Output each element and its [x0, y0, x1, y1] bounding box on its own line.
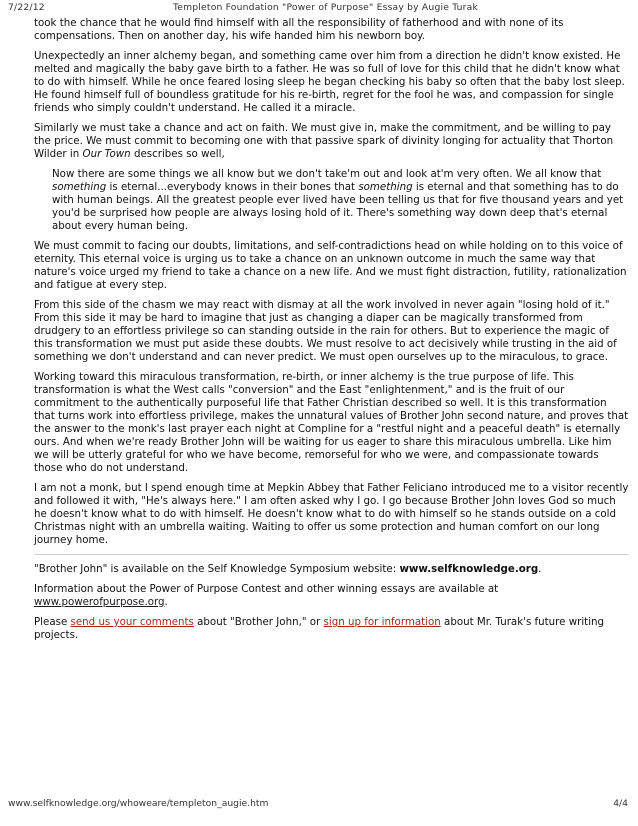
note-1-end: .	[538, 563, 542, 575]
quote-part-1: Now there are some things we all know but we don't take'm out and look at'm very often. We all know that	[52, 168, 602, 180]
quote-italic-1: something	[52, 181, 107, 193]
paragraph-3-text: Similarly we must take a chance and act on faith. We must give in, make the commitment, and be willing to pay the price. We must commit to becoming one with that passive spark of divinity longing for actuality that Thorton Wilder in	[34, 122, 614, 160]
note-2-text: Information about the Power of Purpose Contest and other winning essays are available at	[34, 583, 499, 595]
our-town-quote	[52, 168, 629, 233]
header-date: 7/22/12	[8, 2, 45, 13]
note-powerofpurpose	[34, 583, 629, 609]
page-number: 4/4	[613, 798, 628, 809]
paragraph-2: Unexpectedly an inner alchemy began, and something came over him from a direction he didn't know existed. He melted and magically the baby gave birth to a father. He was so full of love for this child that he didn't know what to do with himself. While he once feared losing sleep he began checking his baby so often that the baby lost sleep. He found himself full of boundless gratitude for his re-birth, regret for the fool he was, and compassion for single friends who simply couldn't understand. He called it a miracle.	[34, 50, 625, 114]
note-3-c: about Mr. Turak's future writing projects.	[34, 616, 605, 641]
our-town-title: Our Town	[82, 148, 131, 160]
note-feedback	[34, 616, 629, 642]
paragraph-3	[34, 122, 629, 161]
paragraph-6: Working toward this miraculous transformation, re-birth, or inner alchemy is the true purpose of life. This transformation is what the West calls "conversion" and the East "enlightenment," and is the fruit of our commitment to the authentically purposeful life that Father Christian described so well. It is this transformation that turns work into effortless privilege, makes the unnatural values of Brother John second nature, and proves that the answer to the monk's last prayer each night at Compline for a "restful night and a peaceful death" is eternally ours. And when we're ready Brother John will be waiting for us eager to share this miraculous umbrella. Like him we will be utterly grateful for who we have become, remorseful for who we were, and compassionate towards those who do not understand.	[34, 371, 629, 474]
powerofpurpose-link[interactable]: www.powerofpurpose.org	[34, 596, 165, 608]
note-1-text: "Brother John" is available on the Self Knowledge Symposium website:	[34, 563, 400, 575]
page-header	[8, 2, 630, 16]
note-3-b: about "Brother John," or	[193, 616, 324, 628]
note-3-a: Please	[34, 616, 71, 628]
essay-content	[34, 17, 629, 649]
quote-part-2: is eternal...everybody knows in their bones that	[106, 181, 359, 193]
footer-url: www.selfknowledge.org/whoweare/templeton_augie.htm	[8, 798, 269, 809]
selfknowledge-url: www.selfknowledge.org	[399, 563, 539, 575]
divider	[34, 554, 629, 555]
paragraph-7: I am not a monk, but I spend enough time at Mepkin Abbey that Father Feliciano introduced me to a visitor recently and followed it with, "He's always here." I am often asked why I go. I go because Brother John loves God so much he doesn't know what to do with himself. He doesn't know what to do with himself so he stands outside on a cold Christmas night with an umbrella waiting. Waiting to offer us some protection and human comfort on our long journey home.	[34, 482, 629, 546]
note-2-end: .	[164, 596, 168, 608]
send-comments-link[interactable]: send us your comments	[70, 616, 194, 628]
note-selfknowledge	[34, 563, 629, 576]
paragraph-3-end: describes so well,	[130, 148, 225, 160]
sign-up-link[interactable]: sign up for information	[323, 616, 441, 628]
page-footer	[8, 798, 628, 812]
paragraph-4: We must commit to facing our doubts, limitations, and self-contradictions head on while holding on to this voice of eternity. This eternal voice is urging us to take a chance on an unknown outcome in much the same way that nature's voice urged my friend to take a chance on a new life. And we must fight distraction, futility, rationalization and fatigue at every step.	[34, 240, 627, 291]
quote-part-3: is eternal and that something has to do with human beings. All the greatest people ever lived have been telling us that for five thousand years and yet you'd be surprised how people are always losing hold of it. There's something way down deep that's eternal about every human being.	[52, 181, 624, 232]
quote-italic-2: something	[358, 181, 413, 193]
header-title: Templeton Foundation "Power of Purpose" Essay by Augie Turak	[173, 2, 478, 13]
paragraph-5: From this side of the chasm we may react with dismay at all the work involved in never again "losing hold of it." From this side it may be hard to imagine that just as changing a diaper can be magically transformed from drudgery to an effortless privilege so can standing outside in the rain for others. But to experience the magic of this transformation we must put aside these doubts. We must resolve to act decisively while trusting in the aid of something we don't understand and can never predict. We must open ourselves up to the miraculous, to grace.	[34, 299, 617, 363]
paragraph-1: took the chance that he would find himself with all the responsibility of fatherhood and with none of its compensations. Then on another day, his wife handed him his newborn boy.	[34, 17, 564, 42]
